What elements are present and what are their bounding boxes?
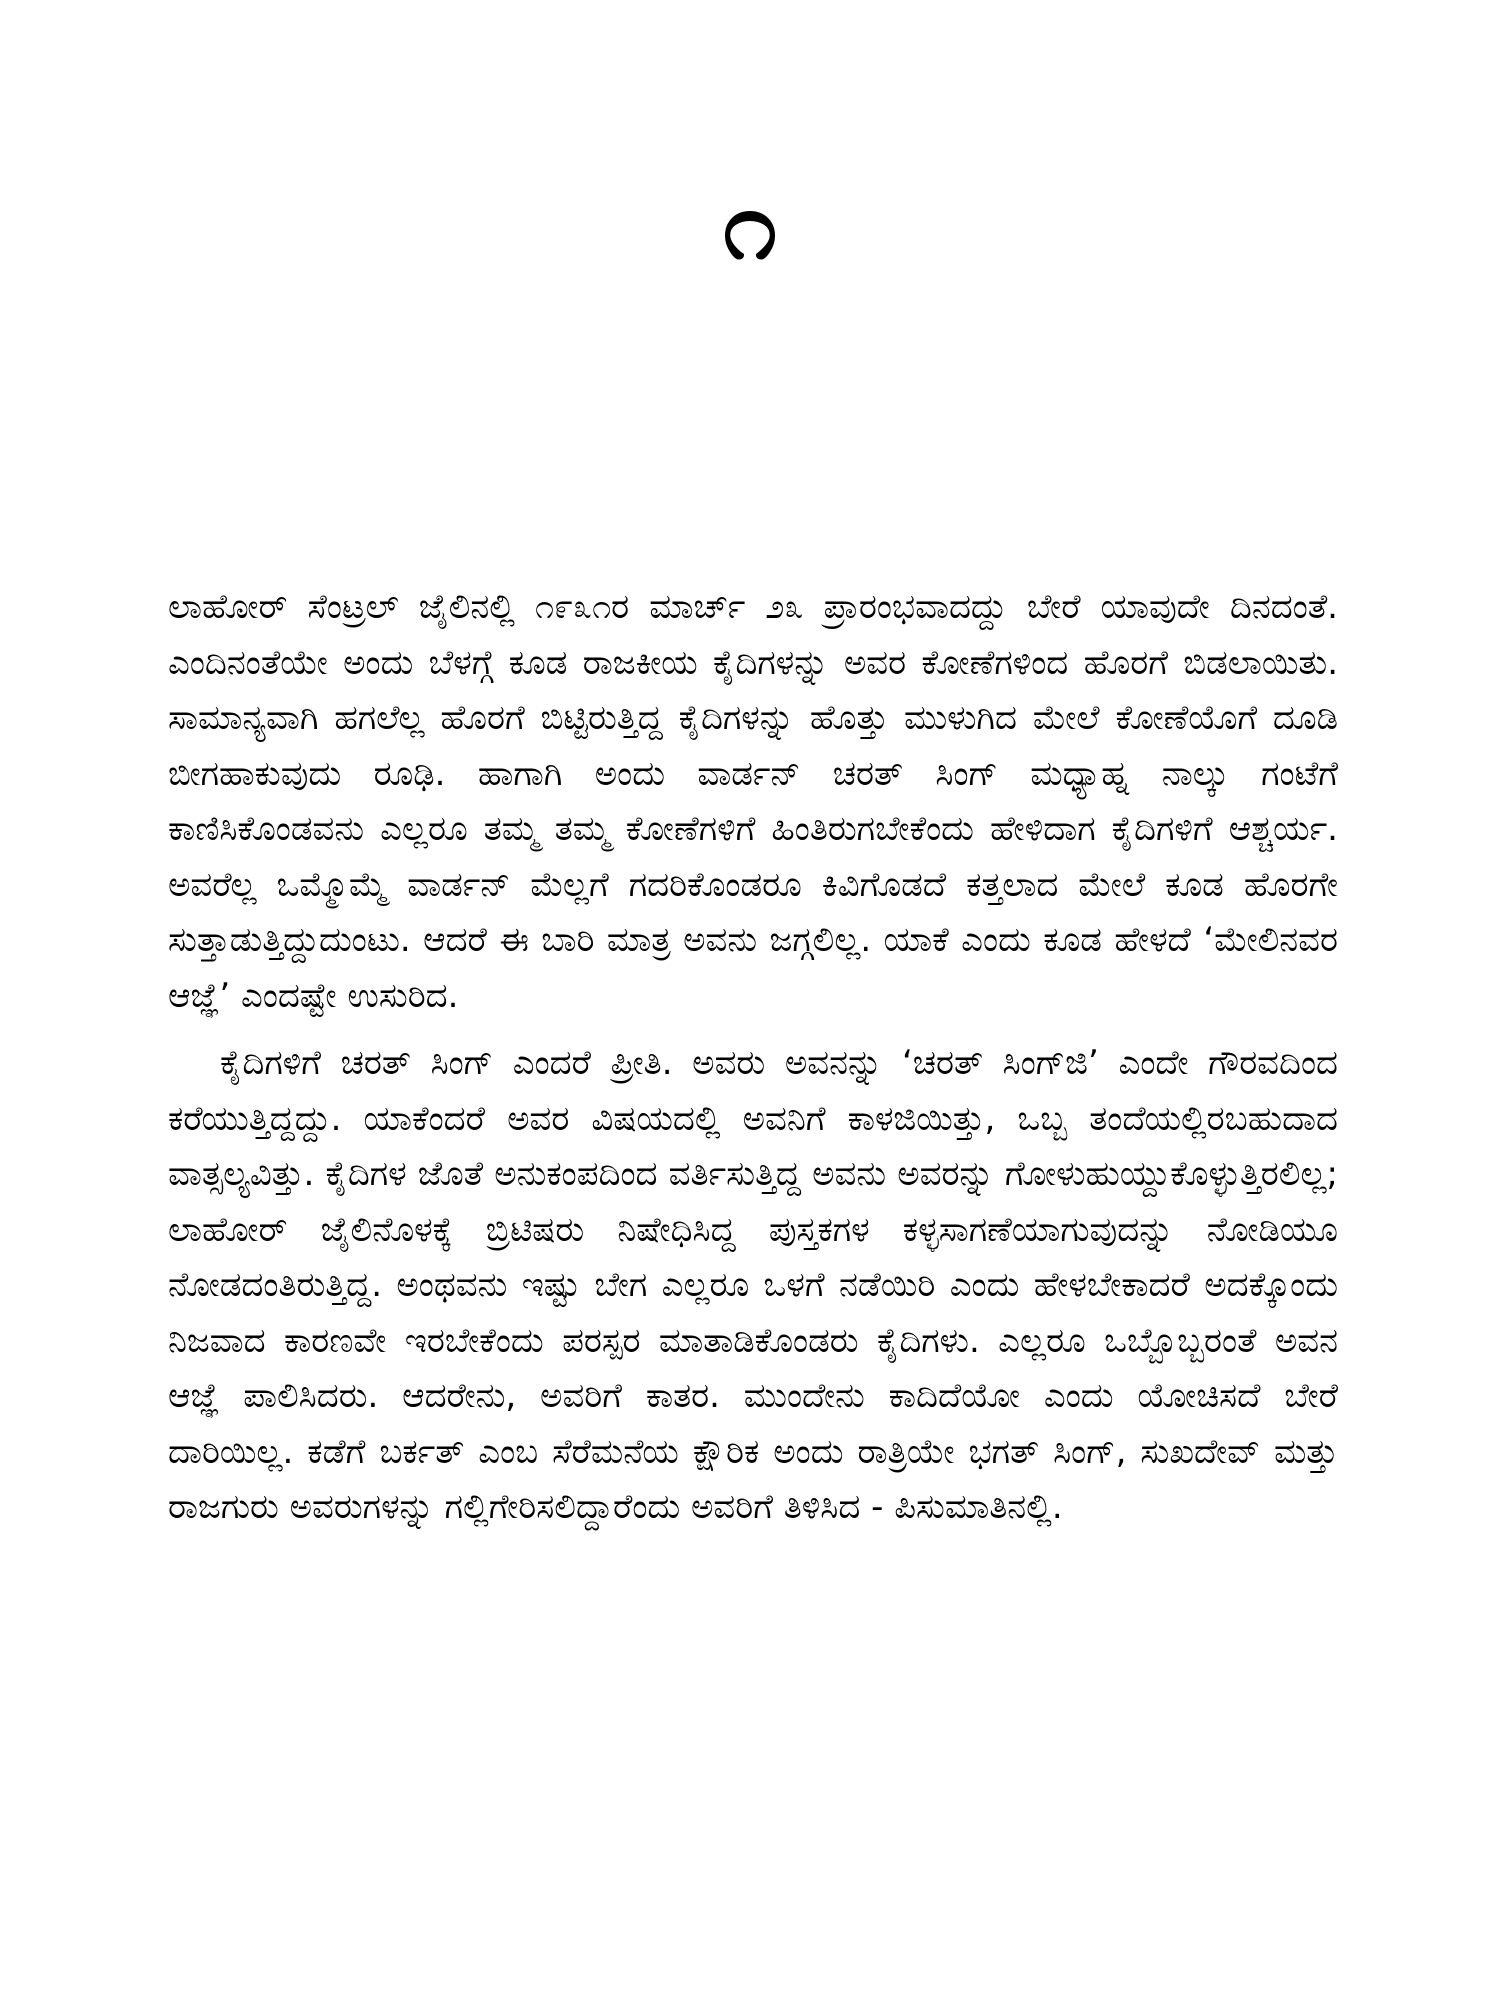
chapter-body: [168, 580, 1338, 1536]
chapter-number: ೧: [723, 169, 777, 281]
paragraph: ಕೈದಿಗಳಿಗೆ ಚರತ್ ಸಿಂಗ್ ಎಂದರೆ ಪ್ರೀತಿ. ಅವರು ಅವನನ್ನು ‘ಚರತ್ ಸಿಂಗ್‌ಜಿ’ ಎಂದೇ ಗೌರವದಿಂದ ಕರೆಯುತ್ತಿದ್ದದ್ದು. ಯಾಕೆಂದರೆ ಅವರ ವಿಷಯದಲ್ಲಿ ಅವನಿಗೆ ಕಾಳಜಿಯಿತ್ತು, ಒಬ್ಬ ತಂದೆಯಲ್ಲಿರಬಹುದಾದ ವಾತ್ಸಲ್ಯವಿತ್ತು. ಕೈದಿಗಳ ಜೊತೆ ಅನುಕಂಪದಿಂದ ವರ್ತಿಸುತ್ತಿದ್ದ ಅವನು ಅವರನ್ನು ಗೋಳುಹುಯ್ದುಕೊಳ್ಳುತ್ತಿರಲಿಲ್ಲ; ಲಾಹೋರ್ ಜೈಲಿನೊಳಕ್ಕೆ ಬ್ರಿಟಿಷರು ನಿಷೇಧಿಸಿದ್ದ ಪುಸ್ತಕಗಳ ಕಳ್ಳಸಾಗಣೆಯಾಗುವುದನ್ನು ನೋಡಿಯೂ ನೋಡದಂತಿರುತ್ತಿದ್ದ. ಅಂಥವನು ಇಷ್ಟು ಬೇಗ ಎಲ್ಲರೂ ಒಳಗೆ ನಡೆಯಿರಿ ಎಂದು ಹೇಳಬೇಕಾದರೆ ಅದಕ್ಕೊಂದು ನಿಜವಾದ ಕಾರಣವೇ ಇರಬೇಕೆಂದು ಪರಸ್ಪರ ಮಾತಾಡಿಕೊಂಡರು ಕೈದಿಗಳು. ಎಲ್ಲರೂ ಒಬ್ಬೊಬ್ಬರಂತೆ ಅವನ ಆಜ್ಞೆ ಪಾಲಿಸಿದರು. ಆದರೇನು, ಅವರಿಗೆ ಕಾತರ. ಮುಂದೇನು ಕಾದಿದೆಯೋ ಎಂದು ಯೋಚಿಸದೆ ಬೇರೆ ದಾರಿಯಿಲ್ಲ. ಕಡೆಗೆ ಬರ್ಕತ್ ಎಂಬ ಸೆರೆಮನೆಯ ಕ್ಷೌರಿಕ ಅಂದು ರಾತ್ರಿಯೇ ಭಗತ್ ಸಿಂಗ್, ಸುಖದೇವ್ ಮತ್ತು ರಾಜಗುರು ಅವರುಗಳನ್ನು ಗಲ್ಲಿಗೇರಿಸಲಿದ್ದಾರೆಂದು ಅವರಿಗೆ ತಿಳಿಸಿದ - ಪಿಸುಮಾತಿನಲ್ಲಿ.: [168, 1043, 1338, 1527]
paragraph: ಲಾಹೋರ್ ಸೆಂಟ್ರಲ್ ಜೈಲಿನಲ್ಲಿ ೧೯೩೧ರ ಮಾರ್ಚ್ ೨೩ ಪ್ರಾರಂಭವಾದದ್ದು ಬೇರೆ ಯಾವುದೇ ದಿನದಂತೆ. ಎಂದಿನಂತೆಯೇ ಅಂದು ಬೆಳಗ್ಗೆ ಕೂಡ ರಾಜಕೀಯ ಕೈದಿಗಳನ್ನು ಅವರ ಕೋಣೆಗಳಿಂದ ಹೊರಗೆ ಬಿಡಲಾಯಿತು. ಸಾಮಾನ್ಯವಾಗಿ ಹಗಲೆಲ್ಲ ಹೊರಗೆ ಬಿಟ್ಟಿರುತ್ತಿದ್ದ ಕೈದಿಗಳನ್ನು ಹೊತ್ತು ಮುಳುಗಿದ ಮೇಲೆ ಕೋಣೆಯೊಗೆ ದೂಡಿ ಬೀಗಹಾಕುವುದು ರೂಢಿ. ಹಾಗಾಗಿ ಅಂದು ವಾರ್ಡನ್ ಚರತ್ ಸಿಂಗ್ ಮಧ್ಯಾಹ್ನ ನಾಲ್ಕು ಗಂಟೆಗೆ ಕಾಣಿಸಿಕೊಂಡವನು ಎಲ್ಲರೂ ತಮ್ಮ ತಮ್ಮ ಕೋಣೆಗಳಿಗೆ ಹಿಂತಿರುಗಬೇಕೆಂದು ಹೇಳಿದಾಗ ಕೈದಿಗಳಿಗೆ ಆಶ್ಚರ್ಯ. ಅವರೆಲ್ಲ ಒಮ್ಮೊಮ್ಮೆ ವಾರ್ಡನ್ ಮೆಲ್ಲಗೆ ಗದರಿಕೊಂಡರೂ ಕಿವಿಗೊಡದೆ ಕತ್ತಲಾದ ಮೇಲೆ ಕೂಡ ಹೊರಗೇ ಸುತ್ತಾಡುತ್ತಿದ್ದುದುಂಟು. ಆದರೆ ಈ ಬಾರಿ ಮಾತ್ರ ಅವನು ಜಗ್ಗಲಿಲ್ಲ. ಯಾಕೆ ಎಂದು ಕೂಡ ಹೇಳದೆ ‘ಮೇಲಿನವರ ಆಜ್ಞೆ’ ಎಂದಷ್ಟೇ ಉಸುರಿದ.: [168, 587, 1338, 1016]
